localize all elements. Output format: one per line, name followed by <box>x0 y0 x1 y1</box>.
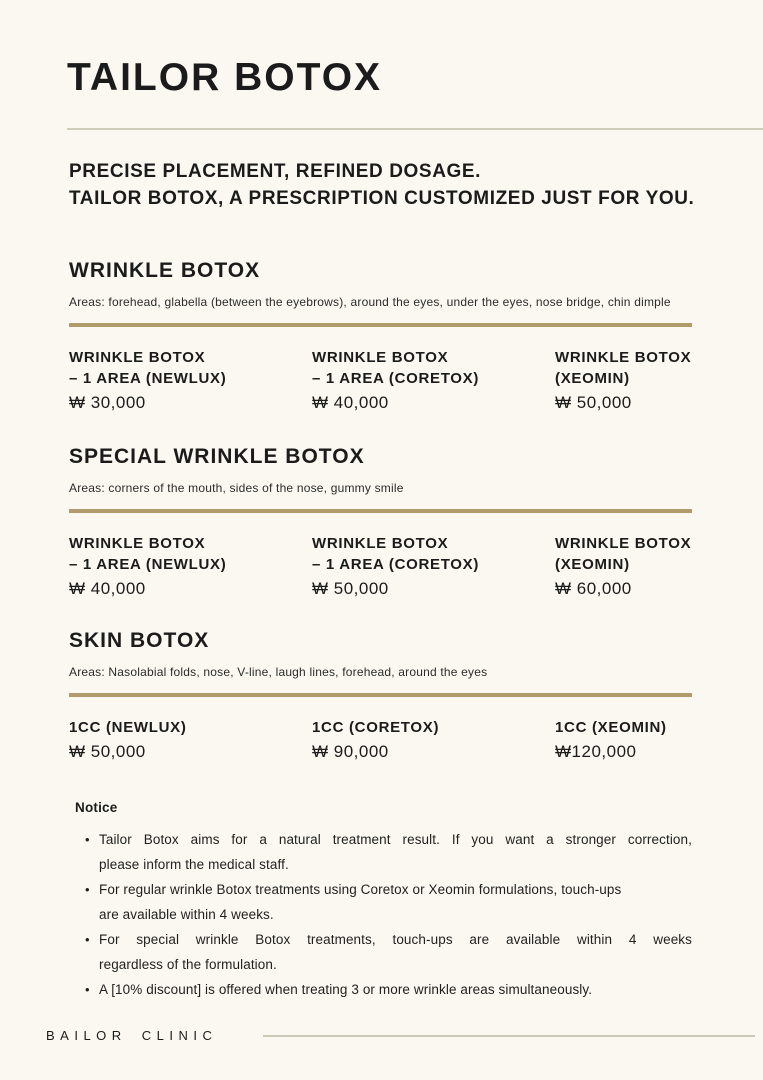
footer-brand: BAILOR CLINIC <box>46 1028 218 1043</box>
item-name-line: WRINKLE BOTOX <box>69 535 206 552</box>
bullet-text-line: please inform the medical staff. <box>99 857 289 872</box>
item-name-line: 1CC (NEWLUX) <box>69 719 187 736</box>
section-areas: Areas: corners of the mouth, sides of the nose, gummy smile <box>69 481 404 495</box>
item-price: ₩ 50,000 <box>312 579 389 598</box>
bullet-marker: • <box>85 832 90 847</box>
item-name-line: (XEOMIN) <box>555 370 630 387</box>
price-item <box>69 347 312 414</box>
notice-list <box>75 827 763 1002</box>
bullet-marker: • <box>85 932 90 947</box>
price-item <box>555 533 763 600</box>
footer <box>46 1028 755 1044</box>
tagline <box>69 158 763 212</box>
section-divider <box>69 509 692 513</box>
price-item <box>555 717 763 763</box>
page-title: TAILOR BOTOX <box>67 56 383 99</box>
bullet-text-line: For regular wrinkle Botox treatments using Coretox or Xeomin formulations, touch-ups <box>99 882 622 897</box>
price-item <box>312 347 555 414</box>
notice-bullet <box>75 977 763 1002</box>
item-price: ₩ 90,000 <box>312 742 389 761</box>
section-special-wrinkle-botox <box>69 444 763 600</box>
item-name-line: – 1 AREA (NEWLUX) <box>69 556 227 573</box>
notice-heading: Notice <box>75 800 118 815</box>
tagline-line-1: PRECISE PLACEMENT, REFINED DOSAGE. <box>69 161 482 182</box>
notice-bullet <box>75 827 763 877</box>
item-price: ₩ 50,000 <box>555 393 632 412</box>
bullet-text-line: A [10% discount] is offered when treating 3 or more wrinkle areas simultaneously. <box>99 982 593 997</box>
item-price: ₩ 40,000 <box>312 393 389 412</box>
bullet-marker: • <box>85 982 90 997</box>
item-name-line: WRINKLE BOTOX <box>312 349 449 366</box>
item-name-line: WRINKLE BOTOX <box>555 349 692 366</box>
price-items <box>69 347 763 414</box>
tagline-line-2: TAILOR BOTOX, A PRESCRIPTION CUSTOMIZED JUST FOR YOU. <box>69 188 695 209</box>
notice-bullet <box>75 877 763 927</box>
price-item <box>69 533 312 600</box>
bullet-marker: • <box>85 882 90 897</box>
item-name-line: 1CC (XEOMIN) <box>555 719 667 736</box>
price-item <box>312 717 555 763</box>
bullet-text-line: regardless of the formulation. <box>99 957 277 972</box>
section-heading: SKIN BOTOX <box>69 629 210 652</box>
bullet-text-line: are available within 4 weeks. <box>99 907 274 922</box>
item-price: ₩ 60,000 <box>555 579 632 598</box>
price-item <box>69 717 312 763</box>
notice-bullet <box>75 927 763 977</box>
bullet-text <box>99 977 692 1002</box>
bullet-text-line: Tailor Botox aims for a natural treatment result. If you want a stronger correction, <box>99 832 692 847</box>
item-name-line: WRINKLE BOTOX <box>312 535 449 552</box>
item-name-line: (XEOMIN) <box>555 556 630 573</box>
section-wrinkle-botox <box>69 258 763 414</box>
section-divider <box>69 693 692 697</box>
item-price: ₩120,000 <box>555 742 637 761</box>
section-heading: SPECIAL WRINKLE BOTOX <box>69 445 365 468</box>
bullet-text <box>99 877 692 927</box>
item-name-line: – 1 AREA (NEWLUX) <box>69 370 227 387</box>
section-divider <box>69 323 692 327</box>
item-price: ₩ 40,000 <box>69 579 146 598</box>
bullet-text <box>99 827 692 877</box>
item-price: ₩ 30,000 <box>69 393 146 412</box>
section-skin-botox <box>69 628 763 763</box>
section-areas: Areas: forehead, glabella (between the eyebrows), around the eyes, under the eyes, nose bridge, chin dimple <box>69 295 671 309</box>
footer-divider <box>263 1035 755 1037</box>
item-name-line: WRINKLE BOTOX <box>69 349 206 366</box>
item-name-line: – 1 AREA (CORETOX) <box>312 370 480 387</box>
price-items <box>69 717 763 763</box>
bullet-text <box>99 927 692 977</box>
item-name-line: – 1 AREA (CORETOX) <box>312 556 480 573</box>
section-areas: Areas: Nasolabial folds, nose, V-line, laugh lines, forehead, around the eyes <box>69 665 488 679</box>
price-item <box>312 533 555 600</box>
price-items <box>69 533 763 600</box>
item-price: ₩ 50,000 <box>69 742 146 761</box>
section-heading: WRINKLE BOTOX <box>69 259 261 282</box>
notice-block <box>75 799 763 1002</box>
price-item <box>555 347 763 414</box>
item-name-line: 1CC (CORETOX) <box>312 719 440 736</box>
bullet-text-line: For special wrinkle Botox treatments, touch-ups are available within 4 weeks <box>99 932 692 947</box>
item-name-line: WRINKLE BOTOX <box>555 535 692 552</box>
title-divider <box>67 128 763 130</box>
